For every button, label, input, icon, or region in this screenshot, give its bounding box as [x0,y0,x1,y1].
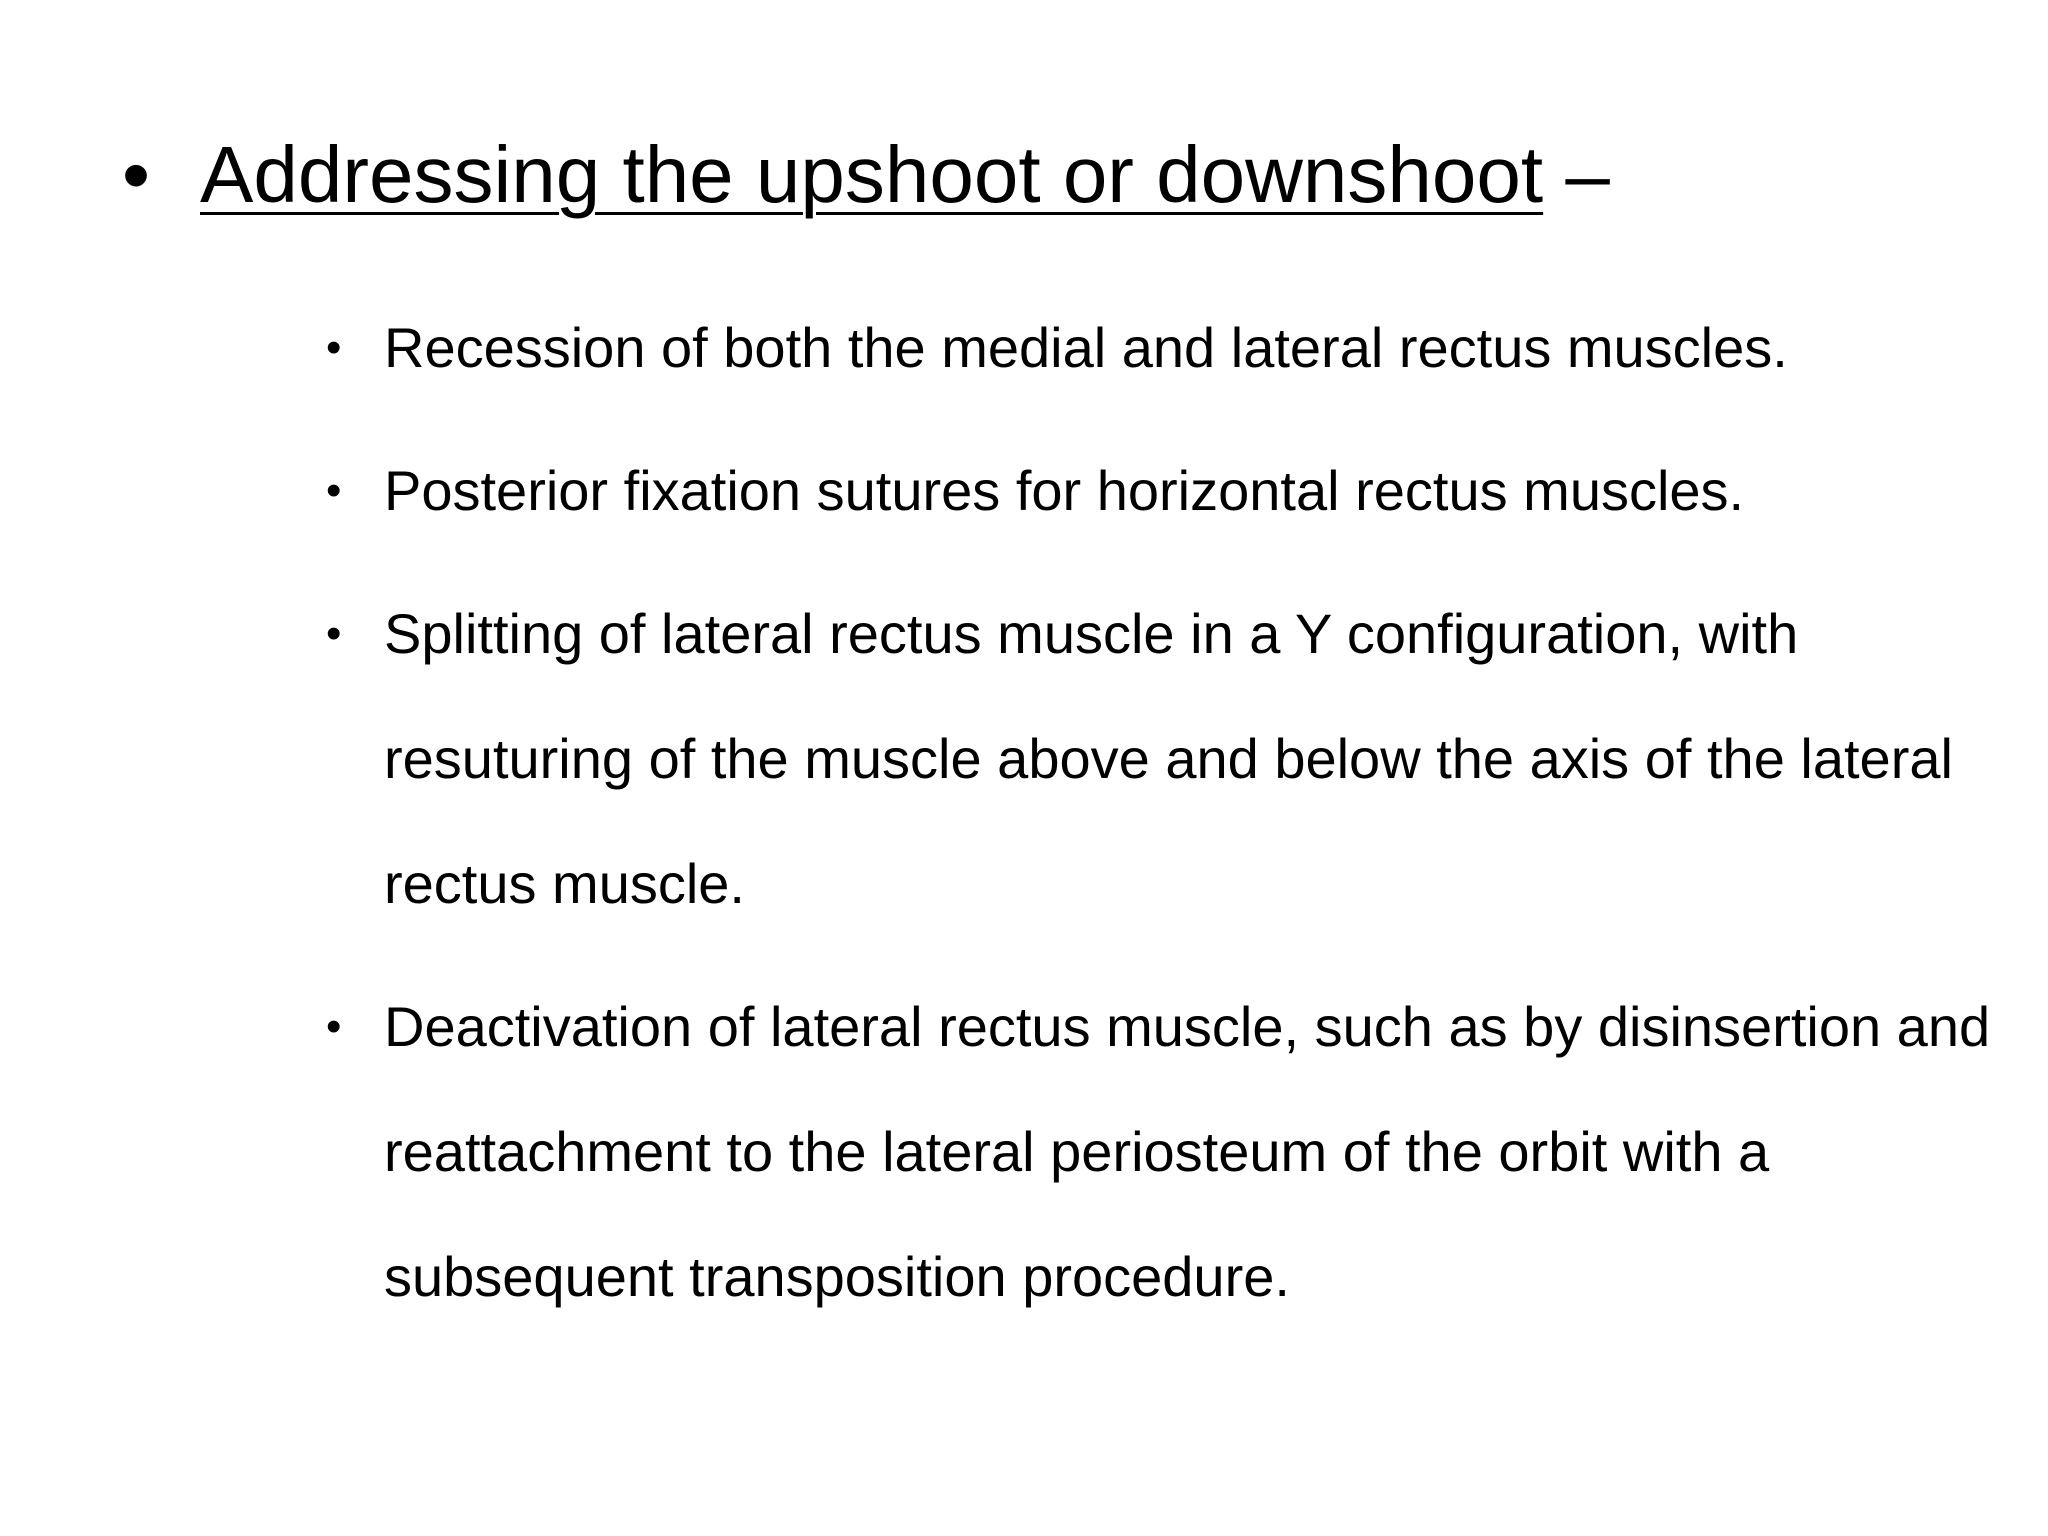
bullet-icon: • [326,466,342,515]
list-item-text: Posterior fixation sutures for horizontal rectus muscles. [384,459,1745,522]
main-heading: Addressing the upshoot or downshoot [200,130,1544,219]
main-heading-suffix: – [1543,130,1610,219]
list-item [326,428,2006,553]
list-item-text: Deactivation of lateral rectus muscle, such as by disinsertion and reattachment to the lateral periosteum of the orbit with a subsequent transposition procedure. [384,995,1991,1308]
list-item-text: Splitting of lateral rectus muscle in a Y configuration, with resuturing of the muscle above and below the axis of the lateral rectus muscle. [384,602,1953,915]
sub-bullet-list [326,285,2006,1357]
list-item [326,285,2006,410]
list-item [326,571,2006,946]
bullet-icon: • [326,323,342,372]
main-bullet-point [122,120,1922,230]
main-bullet-icon: • [122,130,151,219]
bullet-icon: • [326,1002,342,1051]
list-item-text: Recession of both the medial and lateral rectus muscles. [384,316,1788,379]
list-item [326,964,2006,1339]
bullet-icon: • [326,609,342,658]
